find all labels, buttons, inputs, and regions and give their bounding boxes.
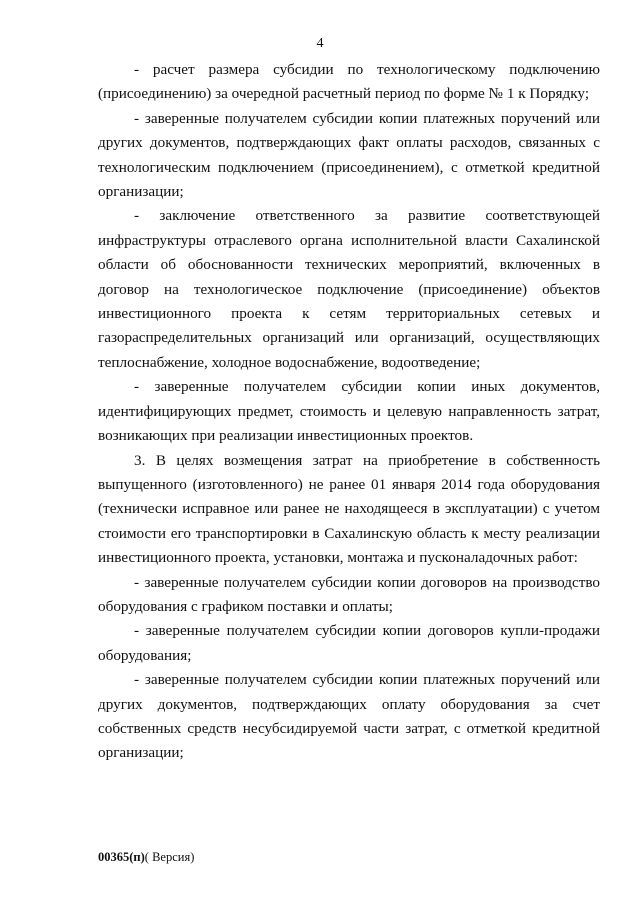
paragraph: - заверенные получателем субсидии копии договоров на производство оборудования с графиком поставки и оплаты;: [98, 573, 600, 615]
paragraph: 3. В целях возмещения затрат на приобретение в собственность выпущенного (изготовленного) не ранее 01 января 2014 года оборудования (технически исправное или ранее не находящееся в эксплуатации) с учетом стоимости его транспортировки в Сахалинскую область к месту реализации инвестиционного проекта, установки, монтажа и пусконаладочных работ:: [98, 451, 600, 567]
document-body: [98, 58, 600, 766]
paragraph: - заверенные получателем субсидии копии договоров купли-продажи оборудования;: [98, 622, 600, 664]
paragraph: - заверенные получателем субсидии копии иных документов, идентифицирующих предмет, стоимость и целевую направленность затрат, возникающих при реализации инвестиционных проектов.: [98, 378, 600, 445]
document-code: 00365(п): [98, 850, 145, 864]
paragraph: - расчет размера субсидии по технологическому подключению (присоединению) за очередной расчетный период по форме № 1 к Порядку;: [98, 61, 600, 103]
page-number: 4: [316, 36, 324, 51]
paragraph: - заключение ответственного за развитие соответствующей инфраструктуры отраслевого органа исполнительной власти Сахалинской области об обоснованности технических мероприятий, включенных в договор на технологическое подключение (присоединение) объектов инвестиционного проекта к сетям территориальных сетевых и газораспределительных организаций или организаций, осуществляющих теплоснабжение, холодное водоснабжение, водоотведение;: [98, 207, 600, 371]
paragraph: - заверенные получателем субсидии копии платежных поручений или других документов, подтверждающих оплату оборудования за счет собственных средств несубсидируемой части затрат, с отметкой кредитной организации;: [98, 671, 600, 762]
version-label: ( Версия): [144, 850, 195, 864]
paragraph: - заверенные получателем субсидии копии платежных поручений или других документов, подтверждающих факт оплаты расходов, связанных с технологическим подключением (присоединением), с отметкой кредитной организации;: [98, 109, 600, 201]
document-footer: [98, 850, 194, 865]
